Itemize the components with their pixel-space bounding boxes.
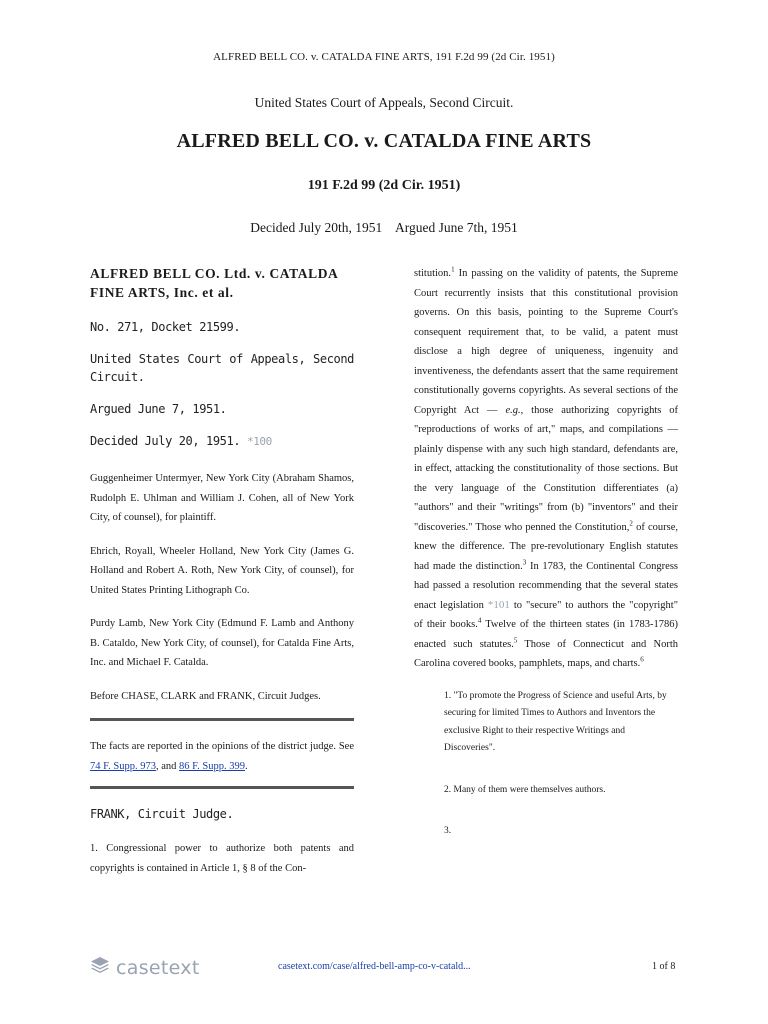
text-segment: stitution.: [414, 268, 452, 279]
citation-link-74-f-supp[interactable]: 74 F. Supp. 973: [90, 760, 156, 772]
text-segment: to "secure" to authors the "copyright" of their books.: [414, 599, 678, 630]
opinion-paragraph: 1. Congressional power to authorize both patents and copyrights is contained in Article 1, § 8 of the Con-: [90, 843, 354, 874]
source-url-link[interactable]: casetext.com/case/alfred-bell-amp-co-v-catald...: [278, 961, 471, 972]
footnote-item: 2. Many of them were themselves authors.: [444, 784, 606, 795]
counsel-catalda: Purdy Lamb, New York City (Edmund F. Lamb and Anthony B. Cataldo, New York City, of counsel), for Catalda Fine Arts, Inc. and Michael F. Catalda.: [90, 618, 354, 668]
footnote-ref[interactable]: 3: [522, 558, 527, 566]
right-column: [414, 264, 678, 865]
text-segment: Those of Connecticut and North Carolina covered books, pamphlets, maps, and charts.: [414, 638, 678, 669]
citation-link-86-f-supp[interactable]: 86 F. Supp. 399: [179, 760, 245, 772]
page-indicator: 1 of 8: [652, 961, 676, 972]
parties-heading: ALFRED BELL CO. Ltd. v. CATALDA FINE ARTS, Inc. et al.: [90, 266, 338, 300]
facts-mid: , and: [155, 760, 180, 772]
section-divider: [90, 786, 354, 789]
court-name: United States Court of Appeals, Second Circuit.: [254, 95, 514, 110]
text-segment: In 1783, the Continental Congress had passed a resolution recommending that the several states enact legislation: [414, 560, 678, 611]
footnotes: [414, 688, 678, 841]
footnote-ref[interactable]: 5: [513, 636, 518, 644]
case-title: ALFRED BELL CO. v. CATALDA FINE ARTS: [176, 130, 592, 152]
court-line: United States Court of Appeals, Second Circuit.: [90, 352, 354, 384]
text-segment: Twelve of the thirteen states (in 1783-1786) enacted such statutes.: [414, 619, 678, 650]
decided-date: [90, 432, 354, 451]
facts-paragraph: [90, 737, 354, 776]
star-page-marker[interactable]: *100: [246, 435, 272, 448]
footnote-item: 1. "To promote the Progress of Science and useful Arts, by securing for limited Times to Authors and Inventors the exclusive Right to their respective Writings and Discoveries".: [444, 690, 667, 753]
star-page-marker[interactable]: *101: [487, 598, 510, 611]
layers-icon: [89, 955, 111, 980]
section-divider: [90, 718, 354, 721]
case-dates: Decided July 20th, 1951 Argued June 7th, 1951: [250, 220, 518, 235]
counsel-printing-co: Ehrich, Royall, Wheeler Holland, New York City (James G. Holland and Robert A. Roth, New York City, of counsel), for United States Printing Lithograph Co.: [90, 545, 354, 596]
text-segment: of course, knew the difference. The pre-revolutionary English statutes had made the distinction.: [414, 521, 678, 572]
case-citation: 191 F.2d 99 (2d Cir. 1951): [307, 178, 461, 193]
opinion-paragraph-continued: [414, 264, 678, 674]
text-emphasis: e.g.,: [505, 404, 524, 416]
text-segment: those authorizing copyrights of "reproductions of works of art," maps, and compilations — plainly dispense with any such high standard, defendants are, in effect, attacking the constitutionality of those sections. But the very language of the Constitution differentiates (a) "authors" and their "writings" from (b) "inventors" and their "discoveries." Those who penned the Constitution,: [414, 404, 679, 533]
logo-text: casetext: [116, 956, 200, 979]
docket-number: No. 271, Docket 21599.: [90, 320, 241, 334]
footnote-ref[interactable]: 6: [640, 655, 644, 664]
argued-date: Argued June 7, 1951.: [90, 402, 227, 416]
text-segment: In passing on the validity of patents, the Supreme Court recurrently insists that this constitutional provision governs. On this basis, pointing to the Supreme Court's consequent requirement that, to be valid, a patent must disclose a high degree of uniqueness, ingenuity and inventiveness, the defendants assert that the same requirement constitutionally governs copyrights. As several sections of the Copyright Act —: [414, 268, 678, 416]
running-head: ALFRED BELL CO. v. CATALDA FINE ARTS, 191 F.2d 99 (2d Cir. 1951): [213, 51, 555, 63]
casetext-logo[interactable]: [89, 955, 200, 980]
footnote-ref[interactable]: 1: [451, 265, 455, 274]
facts-end: .: [244, 760, 248, 772]
facts-intro: The facts are reported in the opinions of the district judge. See: [90, 741, 354, 752]
judges-panel: Before CHASE, CLARK and FRANK, Circuit Judges.: [90, 690, 321, 702]
counsel-plaintiff: Guggenheimer Untermyer, New York City (Abraham Shamos, Rudolph E. Uhlman and William J. Cohen, all of New York City, of counsel), for plaintiff.: [90, 473, 354, 523]
decided-date-text: Decided July 20, 1951.: [90, 434, 241, 448]
left-column: [90, 264, 354, 878]
opinion-author: FRANK, Circuit Judge.: [90, 807, 234, 821]
footnote-ref[interactable]: 4: [477, 616, 482, 625]
footnote-ref[interactable]: 2: [629, 519, 633, 527]
footnote-item: 3.: [444, 826, 452, 836]
